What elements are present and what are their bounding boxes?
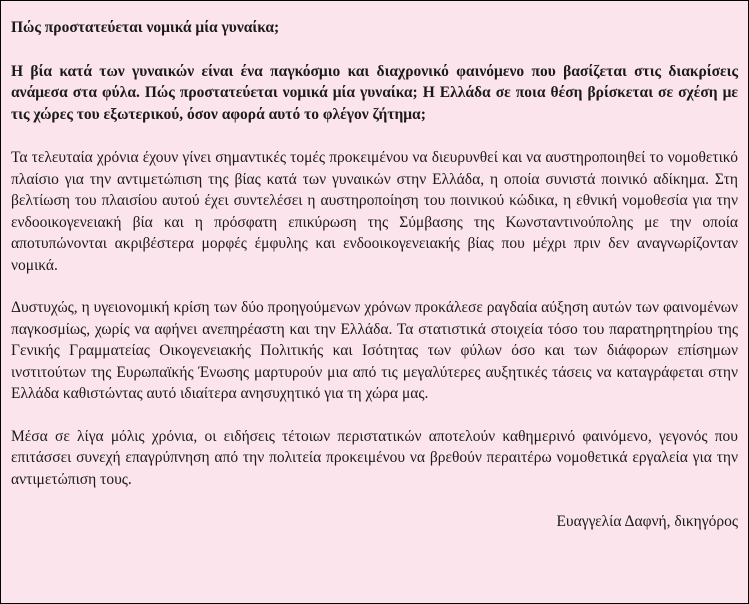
author-signature: Ευαγγελία Δαφνή, δικηγόρος bbox=[556, 513, 738, 530]
article-paragraph-3: Μέσα σε λίγα μόλις χρόνια, οι ειδήσεις τέτοιων περιστατικών αποτελούν καθημερινό φαινόμενο, γεγονός που επιτάσσει συνεχή επαγρύπνηση από την πολιτεία προκειμένου να βρεθούν περαιτέρω νομοθετικά εργαλεία για την αντιμετώπιση τους. bbox=[11, 427, 738, 488]
article-paragraph-2: Δυστυχώς, η υγειονομική κρίση των δύο προηγούμενων χρόνων προκάλεσε ραγδαία αύξηση αυτών των φαινομένων παγκοσμίως, χωρίς να αφήνει ανεπηρέαστη και την Ελλάδα. Τα στατιστικά στοιχεία τόσο του παρατηρητηρίου της Γενικής Γραμματείας Οικογενειακής Πολιτικής και Ισότητας των φύλων όσο και των διάφορων επίσημων ινστιτούτων της Ευρωπαϊκής Ένωσης μαρτυρούν μια από τις μεγαλύτερες αυξητικές τάσεις να καταγράφεται στην Ελλάδα καθιστώντας αυτό ιδιαίτερα ανησυχητικό για τη χώρα μας. bbox=[11, 299, 738, 402]
article-paragraph-1: Τα τελευταία χρόνια έχουν γίνει σημαντικές τομές προκειμένου να διευρυνθεί και να αυστηροποιηθεί το νομοθετικό πλαίσιο για την αντιμετώπιση της βίας κατά των γυναικών στην Ελλάδα, η οποία συνιστά ποινικό αδίκημα. Στη βελτίωση του πλαισίου αυτού έχει συντελέσει η αυστηροποίηση του ποινικού κώδικα, η εθνική νομοθεσία για την ενδοοικογενειακή βία και η πρόσφατη επικύρωση της Σύμβασης της Κωνσταντινούπολης με την οποία αποτυπώνονται ακριβέστερα μορφές έμφυλης και ενδοοικογενειακής βίας που μέχρι πριν δεν αναγνωρίζονταν νομικά. bbox=[11, 149, 738, 274]
article-content bbox=[1, 1, 748, 533]
article-lead: Η βία κατά των γυναικών είναι ένα παγκόσμιο και διαχρονικό φαινόμενο που βασίζεται στις διακρίσεις ανάμεσα στα φύλα. Πώς προστατεύεται νομικά μία γυναίκα; Η Ελλάδα σε ποια θέση βρίσκεται σε σχέση με τις χώρες του εξωτερικού, όσον αφορά αυτό το φλέγον ζήτημα; bbox=[11, 62, 738, 123]
article-title: Πώς προστατεύεται νομικά μία γυναίκα; bbox=[11, 19, 280, 36]
